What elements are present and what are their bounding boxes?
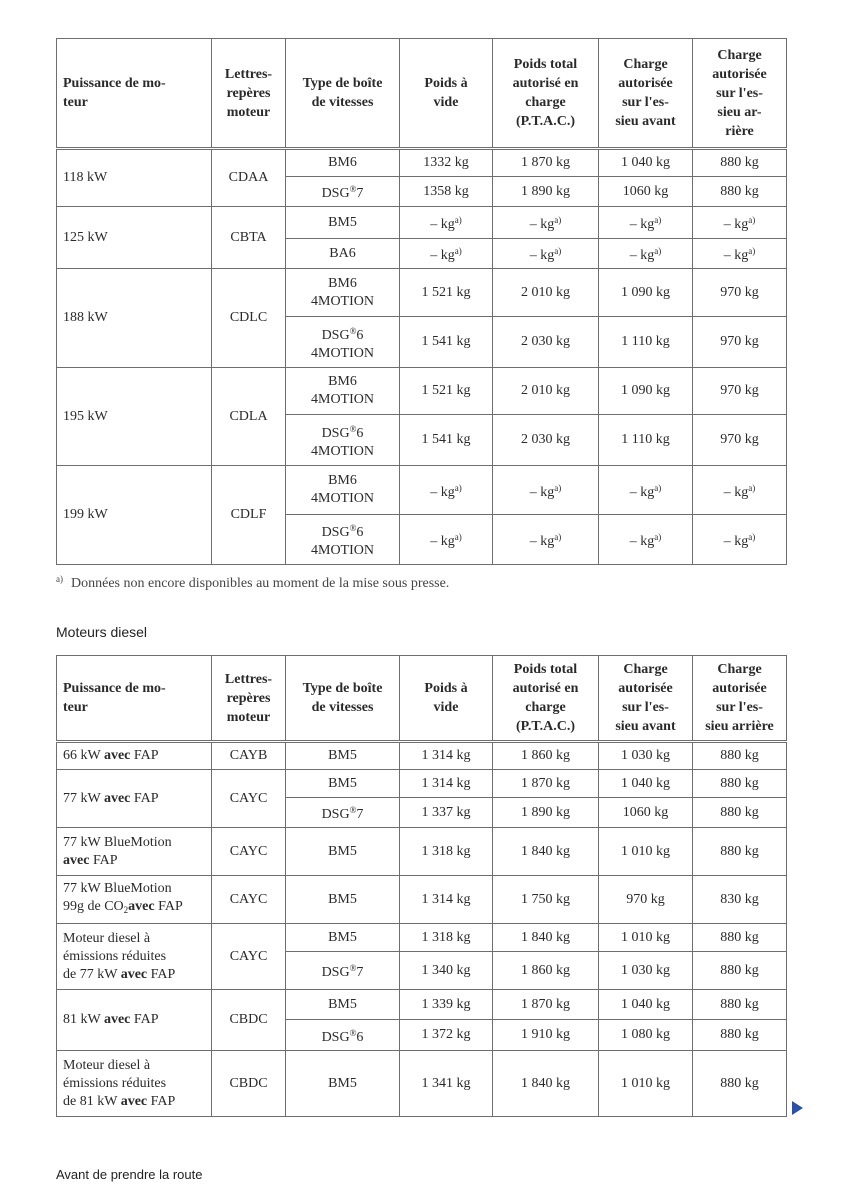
rear-axle-load-cell: 880 kg <box>693 149 787 177</box>
empty-weight-cell: 1 314 kg <box>400 742 493 770</box>
ptac-cell: 1 870 kg <box>493 149 599 177</box>
col-header-code: Lettres- repères moteur <box>212 39 286 149</box>
front-axle-load-cell: 1 090 kg <box>599 368 693 415</box>
rear-axle-load-cell: 880 kg <box>693 742 787 770</box>
gearbox-cell: BM6 4MOTION <box>286 466 400 515</box>
table-row <box>57 149 787 177</box>
ptac-cell: 1 870 kg <box>493 990 599 1020</box>
gearbox-cell: BM5 <box>286 828 400 876</box>
table-row <box>57 1051 787 1117</box>
footnote-mark: a) <box>56 574 63 584</box>
engine-code-cell: CAYB <box>212 742 286 770</box>
col-header-ptac: Poids total autorisé en charge (P.T.A.C.) <box>493 39 599 149</box>
empty-weight-cell: 1332 kg <box>400 149 493 177</box>
gearbox-cell: DSG®6 4MOTION <box>286 515 400 565</box>
rear-axle-load-cell: 880 kg <box>693 924 787 952</box>
table-row <box>57 368 787 415</box>
empty-weight-cell: 1 314 kg <box>400 770 493 798</box>
rear-axle-load-cell: 970 kg <box>693 269 787 317</box>
engine-power-cell: Moteur diesel à émissions réduites de 81 kW avec FAP <box>57 1051 212 1117</box>
engine-code-cell: CBDC <box>212 1051 286 1117</box>
engine-power-cell: 188 kW <box>57 269 212 368</box>
front-axle-load-cell: 1 030 kg <box>599 742 693 770</box>
front-axle-load-cell: – $kg^{a)}$ <box>599 466 693 515</box>
front-axle-load-cell: 1 010 kg <box>599 828 693 876</box>
rear-axle-load-cell: 880 kg <box>693 990 787 1020</box>
section-title: Moteurs diesel <box>56 624 148 640</box>
table-row <box>57 207 787 239</box>
ptac-cell: 1 750 kg <box>493 876 599 924</box>
col-header-rear-axle: Charge autorisée sur l'es- sieu ar- rière <box>693 39 787 149</box>
col-header-rear-axle: Charge autorisée sur l'es- sieu arrière <box>693 656 787 742</box>
front-axle-load-cell: 1060 kg <box>599 798 693 828</box>
gearbox-cell: BM5 <box>286 207 400 239</box>
col-header-empty-weight: Poids à vide <box>400 656 493 742</box>
footnote <box>56 574 449 592</box>
table-row <box>57 770 787 798</box>
engine-code-cell: CAYC <box>212 770 286 828</box>
ptac-cell: 1 890 kg <box>493 798 599 828</box>
gearbox-cell: DSG®7 <box>286 952 400 990</box>
table-row <box>57 742 787 770</box>
petrol-table-body <box>57 149 787 565</box>
gearbox-cell: DSG®7 <box>286 798 400 828</box>
gearbox-cell: DSG®6 4MOTION <box>286 415 400 466</box>
rear-axle-load-cell: 880 kg <box>693 177 787 207</box>
front-axle-load-cell: – $kg^{a)}$ <box>599 239 693 269</box>
empty-weight-cell: 1 372 kg <box>400 1020 493 1051</box>
engine-code-cell: CDLF <box>212 466 286 565</box>
diesel-specs-table <box>56 655 787 1117</box>
empty-weight-cell: – $kg^{a)}$ <box>400 239 493 269</box>
engine-code-cell: CDLC <box>212 269 286 368</box>
engine-power-cell: Moteur diesel à émissions réduites de 77 kW avec FAP <box>57 924 212 990</box>
col-header-front-axle: Charge autorisée sur l'es- sieu avant <box>599 656 693 742</box>
gearbox-cell: BM5 <box>286 876 400 924</box>
empty-weight-cell: – $kg^{a)}$ <box>400 515 493 565</box>
next-page-arrow-icon[interactable] <box>792 1101 803 1115</box>
ptac-cell: 1 890 kg <box>493 177 599 207</box>
gearbox-cell: BM5 <box>286 990 400 1020</box>
table-row <box>57 466 787 515</box>
table-row <box>57 269 787 317</box>
engine-power-cell: 66 kW avec FAP <box>57 742 212 770</box>
gearbox-cell: DSG®7 <box>286 177 400 207</box>
engine-code-cell: CBDC <box>212 990 286 1051</box>
engine-code-cell: CAYC <box>212 924 286 990</box>
col-header-code: Lettres- repères moteur <box>212 656 286 742</box>
rear-axle-load-cell: – $kg^{a)}$ <box>693 515 787 565</box>
empty-weight-cell: 1 521 kg <box>400 269 493 317</box>
gearbox-cell: BM5 <box>286 742 400 770</box>
engine-code-cell: CAYC <box>212 876 286 924</box>
rear-axle-load-cell: 880 kg <box>693 1020 787 1051</box>
front-axle-load-cell: 1 090 kg <box>599 269 693 317</box>
table-row <box>57 876 787 924</box>
ptac-cell: 1 840 kg <box>493 1051 599 1117</box>
rear-axle-load-cell: – $kg^{a)}$ <box>693 466 787 515</box>
ptac-cell: – $kg^{a)}$ <box>493 466 599 515</box>
rear-axle-load-cell: 970 kg <box>693 368 787 415</box>
front-axle-load-cell: 1 010 kg <box>599 924 693 952</box>
gearbox-cell: BM6 4MOTION <box>286 269 400 317</box>
ptac-cell: – $kg^{a)}$ <box>493 515 599 565</box>
engine-power-cell: 199 kW <box>57 466 212 565</box>
table-row <box>57 924 787 952</box>
page-footer: Avant de prendre la route <box>56 1167 203 1182</box>
gearbox-cell: BM5 <box>286 924 400 952</box>
table-header-row <box>57 656 787 742</box>
front-axle-load-cell: 1 010 kg <box>599 1051 693 1117</box>
engine-power-cell: 77 kW avec FAP <box>57 770 212 828</box>
engine-power-cell: 118 kW <box>57 149 212 207</box>
empty-weight-cell: 1 541 kg <box>400 317 493 368</box>
rear-axle-load-cell: 880 kg <box>693 798 787 828</box>
engine-power-cell: 195 kW <box>57 368 212 466</box>
front-axle-load-cell: – $kg^{a)}$ <box>599 515 693 565</box>
front-axle-load-cell: 1 080 kg <box>599 1020 693 1051</box>
front-axle-load-cell: 1 110 kg <box>599 317 693 368</box>
petrol-specs-table <box>56 38 787 565</box>
engine-code-cell: CDAA <box>212 149 286 207</box>
empty-weight-cell: 1 318 kg <box>400 828 493 876</box>
empty-weight-cell: 1 314 kg <box>400 876 493 924</box>
col-header-gearbox: Type de boîte de vitesses <box>286 656 400 742</box>
rear-axle-load-cell: 880 kg <box>693 1051 787 1117</box>
empty-weight-cell: 1 339 kg <box>400 990 493 1020</box>
col-header-power: Puissance de mo- teur <box>57 39 212 149</box>
ptac-cell: 2 010 kg <box>493 269 599 317</box>
rear-axle-load-cell: 970 kg <box>693 317 787 368</box>
gearbox-cell: BM6 <box>286 149 400 177</box>
empty-weight-cell: 1 541 kg <box>400 415 493 466</box>
ptac-cell: 1 840 kg <box>493 828 599 876</box>
col-header-power: Puissance de mo- teur <box>57 656 212 742</box>
ptac-cell: 1 840 kg <box>493 924 599 952</box>
front-axle-load-cell: 1 030 kg <box>599 952 693 990</box>
front-axle-load-cell: 970 kg <box>599 876 693 924</box>
front-axle-load-cell: 1 110 kg <box>599 415 693 466</box>
table-row <box>57 990 787 1020</box>
rear-axle-load-cell: 970 kg <box>693 415 787 466</box>
engine-power-cell: 125 kW <box>57 207 212 269</box>
ptac-cell: 2 030 kg <box>493 415 599 466</box>
col-header-ptac: Poids total autorisé en charge (P.T.A.C.) <box>493 656 599 742</box>
engine-power-cell: 81 kW avec FAP <box>57 990 212 1051</box>
footnote-text: Données non encore disponibles au moment de la mise sous presse. <box>71 576 450 591</box>
engine-code-cell: CBTA <box>212 207 286 269</box>
engine-power-cell: 77 kW BlueMotion 99g de $CO_2avec$ FAP <box>57 876 212 924</box>
col-header-gearbox: Type de boîte de vitesses <box>286 39 400 149</box>
rear-axle-load-cell: – $kg^{a)}$ <box>693 239 787 269</box>
gearbox-cell: DSG®6 4MOTION <box>286 317 400 368</box>
engine-code-cell: CDLA <box>212 368 286 466</box>
engine-power-cell: 77 kW BlueMotion avec FAP <box>57 828 212 876</box>
empty-weight-cell: – $kg^{a)}$ <box>400 207 493 239</box>
gearbox-cell: BM6 4MOTION <box>286 368 400 415</box>
rear-axle-load-cell: 880 kg <box>693 952 787 990</box>
empty-weight-cell: – $kg^{a)}$ <box>400 466 493 515</box>
rear-axle-load-cell: 880 kg <box>693 770 787 798</box>
rear-axle-load-cell: 880 kg <box>693 828 787 876</box>
ptac-cell: – $kg^{a)}$ <box>493 239 599 269</box>
gearbox-cell: BM5 <box>286 770 400 798</box>
gearbox-cell: BM5 <box>286 1051 400 1117</box>
empty-weight-cell: 1 340 kg <box>400 952 493 990</box>
ptac-cell: 1 860 kg <box>493 742 599 770</box>
col-header-empty-weight: Poids à vide <box>400 39 493 149</box>
rear-axle-load-cell: – $kg^{a)}$ <box>693 207 787 239</box>
rear-axle-load-cell: 830 kg <box>693 876 787 924</box>
front-axle-load-cell: 1 040 kg <box>599 770 693 798</box>
gearbox-cell: DSG®6 <box>286 1020 400 1051</box>
ptac-cell: 1 910 kg <box>493 1020 599 1051</box>
front-axle-load-cell: – $kg^{a)}$ <box>599 207 693 239</box>
diesel-table-body <box>57 742 787 1117</box>
ptac-cell: 2 030 kg <box>493 317 599 368</box>
ptac-cell: 1 870 kg <box>493 770 599 798</box>
empty-weight-cell: 1358 kg <box>400 177 493 207</box>
front-axle-load-cell: 1 040 kg <box>599 990 693 1020</box>
gearbox-cell: BA6 <box>286 239 400 269</box>
ptac-cell: 2 010 kg <box>493 368 599 415</box>
ptac-cell: 1 860 kg <box>493 952 599 990</box>
front-axle-load-cell: 1 040 kg <box>599 149 693 177</box>
empty-weight-cell: 1 521 kg <box>400 368 493 415</box>
ptac-cell: – $kg^{a)}$ <box>493 207 599 239</box>
engine-code-cell: CAYC <box>212 828 286 876</box>
empty-weight-cell: 1 337 kg <box>400 798 493 828</box>
col-header-front-axle: Charge autorisée sur l'es- sieu avant <box>599 39 693 149</box>
empty-weight-cell: 1 318 kg <box>400 924 493 952</box>
table-row <box>57 828 787 876</box>
table-header-row <box>57 39 787 149</box>
front-axle-load-cell: 1060 kg <box>599 177 693 207</box>
empty-weight-cell: 1 341 kg <box>400 1051 493 1117</box>
